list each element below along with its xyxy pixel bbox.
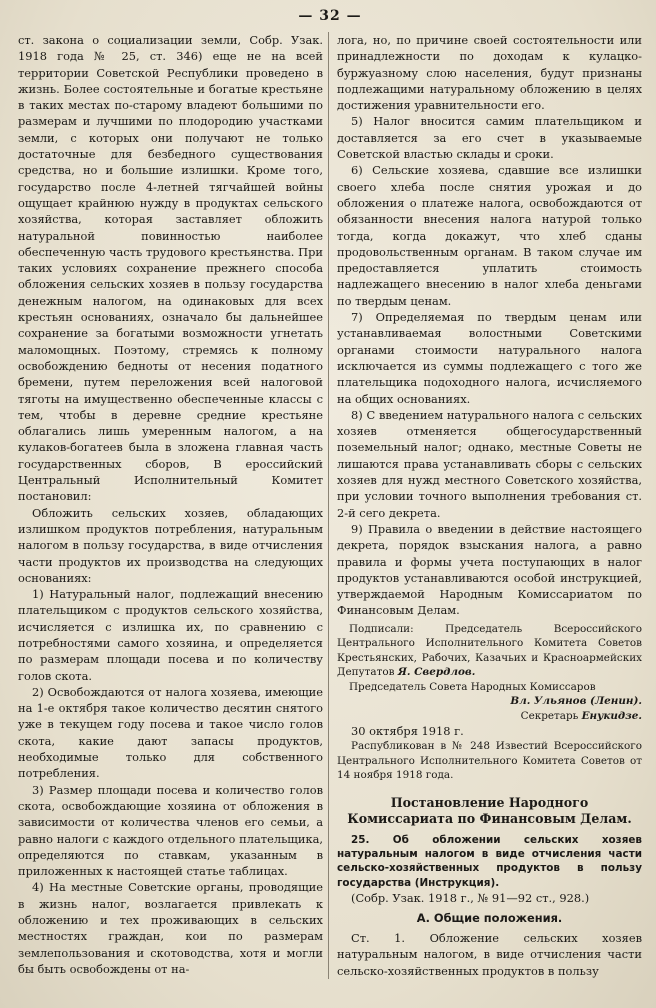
paragraph-preamble: ст. закона о социализации земли, Собр. Узак. 1918 года № 25, ст. 346) еще не на всей территории Советской Республики проведено в жизнь. Более состоятельные и богатые крестьяне в таких местах по-старому владеют большими по размерам и лучшими по плодородию участками земли, с которых они получают не только достаточные для безбедного существования средства, но и большие излишки. Кроме того, государство после 4-летней тягчайшей войны ощущает крайнюю нужду в продуктах сельского хозяйства, которая заставляет обложить натуральной повинностью наиболее обеспеченную часть трудового крестьянства. При таких условиях сохранение прежнего способа обложения сельских хозяев в пользу государства денежным налогом, на одинаковых для всех крестьян основаниях, означало бы дальнейшее сохранение за богатыми возможности угнетать маломощных. Поэтому, стремясь к полному освобождению бедноты от несения податного бремени, путем переложения всей налоговой тяготы на имущественно обеспеченные классы с тем, чтобы в деревне средние крестьяне облагались лишь умеренным налогом, а на кулаков-богатеев была в зложена главная часть государственных сборов, В ероссийский Центральный Исполнительный Комитет постановил: bbox=[18, 33, 323, 504]
paragraph-clause-8: 8) С введением натурального налога с сельских хозяев отменяется общегосударственный поземельный налог; однако, местные Советы не лишаются права устанавливать сборы с сельских хозяев для нужд местного Советского хозяйства, при условии точного выполнения требования ст. 2-й сего декрета. bbox=[337, 407, 642, 520]
paragraph-decision: Обложить сельских хозяев, обладающих излишком продуктов потребления, натуральным налогом в пользу государства, в виде отчисления части продуктов их производства на следующих основаниях: bbox=[18, 505, 323, 585]
page-number: — 32 — bbox=[298, 8, 362, 24]
signature-name-enukidze: Енукидзе. bbox=[581, 709, 642, 722]
decree-title: 25. Об обложении сельских хозяев натуральным налогом в виде отчисления части сельско-хозяйственных продуктов в пользу государства (Инструкция). bbox=[337, 833, 642, 889]
paragraph-clause-1: 1) Натуральный налог, подлежащий внесению плательщиком с продуктов сельского хозяйства, исчисляется с излишка их, по сравнению с потребностями самого хозяина, и определяется по размерам площади посева и по количеству голов скота. bbox=[18, 587, 323, 683]
two-column-body bbox=[18, 32, 642, 979]
source-reference: (Собр. Узак. 1918 г., № 91—92 ст., 928.) bbox=[351, 890, 590, 905]
right-column bbox=[337, 32, 642, 979]
signature-name-sverdlov: Я. Свердлов. bbox=[397, 666, 476, 679]
paragraph-clause-4-continued: лога, но, по причине своей состоятельности или принадлежности по доходам к кулацко-буржуазному слою населения, будут признаны подлежащими натуральному обложению в целях достижения уравнительности его. bbox=[337, 33, 642, 113]
paragraph-clause-2: 2) Освобождаются от налога хозяева, имеющие на 1-е октября такое количество десятин снятого уже в текущем году посева и такое число голов скота, какие дают запасы продуктов, необходимые только для собственного потребления. bbox=[18, 684, 323, 781]
signature-name-lenin: Вл. Ульянов (Ленин). bbox=[510, 695, 642, 708]
publication-note: Распубликован в № 248 Известий Всероссийского Центрального Исполнительного Комитета Советов от 14 ноября 1918 года. bbox=[337, 740, 642, 782]
paragraph-article-1: Ст. 1. Обложение сельских хозяев натуральным налогом, в виде отчисления части сельско-хозяйственных продуктов в пользу bbox=[337, 931, 642, 978]
paragraph-clause-6: 6) Сельские хозяева, сдавшие все излишки своего хлеба после снятия урожая и до обложения о платеже налога, освобождаются от обязанности внесения налога натурой только тогда, когда докажут, что хлеб сданы продовольственным органам. В таком случае им предоставляется уплатить стоимость надлежащего внесению в налог хлеба деньгами по твердым ценам. bbox=[337, 163, 642, 308]
paragraph-clause-5: 5) Налог вносится самим плательщиком и доставляется за его счет в указываемые Советской властью склады и сроки. bbox=[337, 114, 642, 162]
left-column bbox=[18, 32, 323, 979]
signature-block bbox=[337, 622, 642, 724]
paragraph-clause-7: 7) Определяемая по твердым ценам или устанавливаемая волостными Советскими органами стоимости натурального налога исключается из суммы подлежащего с того же плательщика подоходного налога, исчисляемого на общих основаниях. bbox=[337, 310, 642, 406]
signature-secretary: Секретарь Енукидзе. bbox=[520, 709, 642, 722]
signature-chairman-vtsik: Подписали: Председатель Всероссийского Центрального Исполнительного Комитета Советов Крестьянских, Рабочих, Казачьих и Красноармейских Депутатов Я. Свердлов. bbox=[337, 622, 642, 679]
signature-chairman-snk: Председатель Совета Народных Комиссаров bbox=[349, 680, 596, 693]
paragraph-clause-9: 9) Правила о введении в действие настоящего декрета, порядок взыскания налога, а равно правила и формы учета поступающих в налог продуктов устанавливаются особой инструкцией, утверждаемой Народным Комиссариатом по Финансовым Делам. bbox=[337, 521, 642, 618]
paragraph-clause-3: 3) Размер площади посева и количество голов скота, освобождающие хозяина от обложения в зависимости от количества членов его семьи, а равно налоги с каждого отдельного плательщика, определяются по ставкам, указанным в приложенных к настоящей статье таблицах. bbox=[18, 782, 323, 879]
decree-date: 30 октября 1918 г. bbox=[351, 724, 464, 739]
subsection-heading: А. Общие положения. bbox=[416, 910, 563, 925]
paragraph-clause-4: 4) На местные Советские органы, проводящие в жизнь налог, возлагается привлекать к обложению и тех проживающих в сельских местностях граждан, кои по размерам землепользования и скотоводства, хотя и могли бы быть освобождены от на- bbox=[18, 880, 323, 976]
section-heading: Постановление Народного Комиссариата по Финансовым Делам. bbox=[347, 794, 632, 826]
